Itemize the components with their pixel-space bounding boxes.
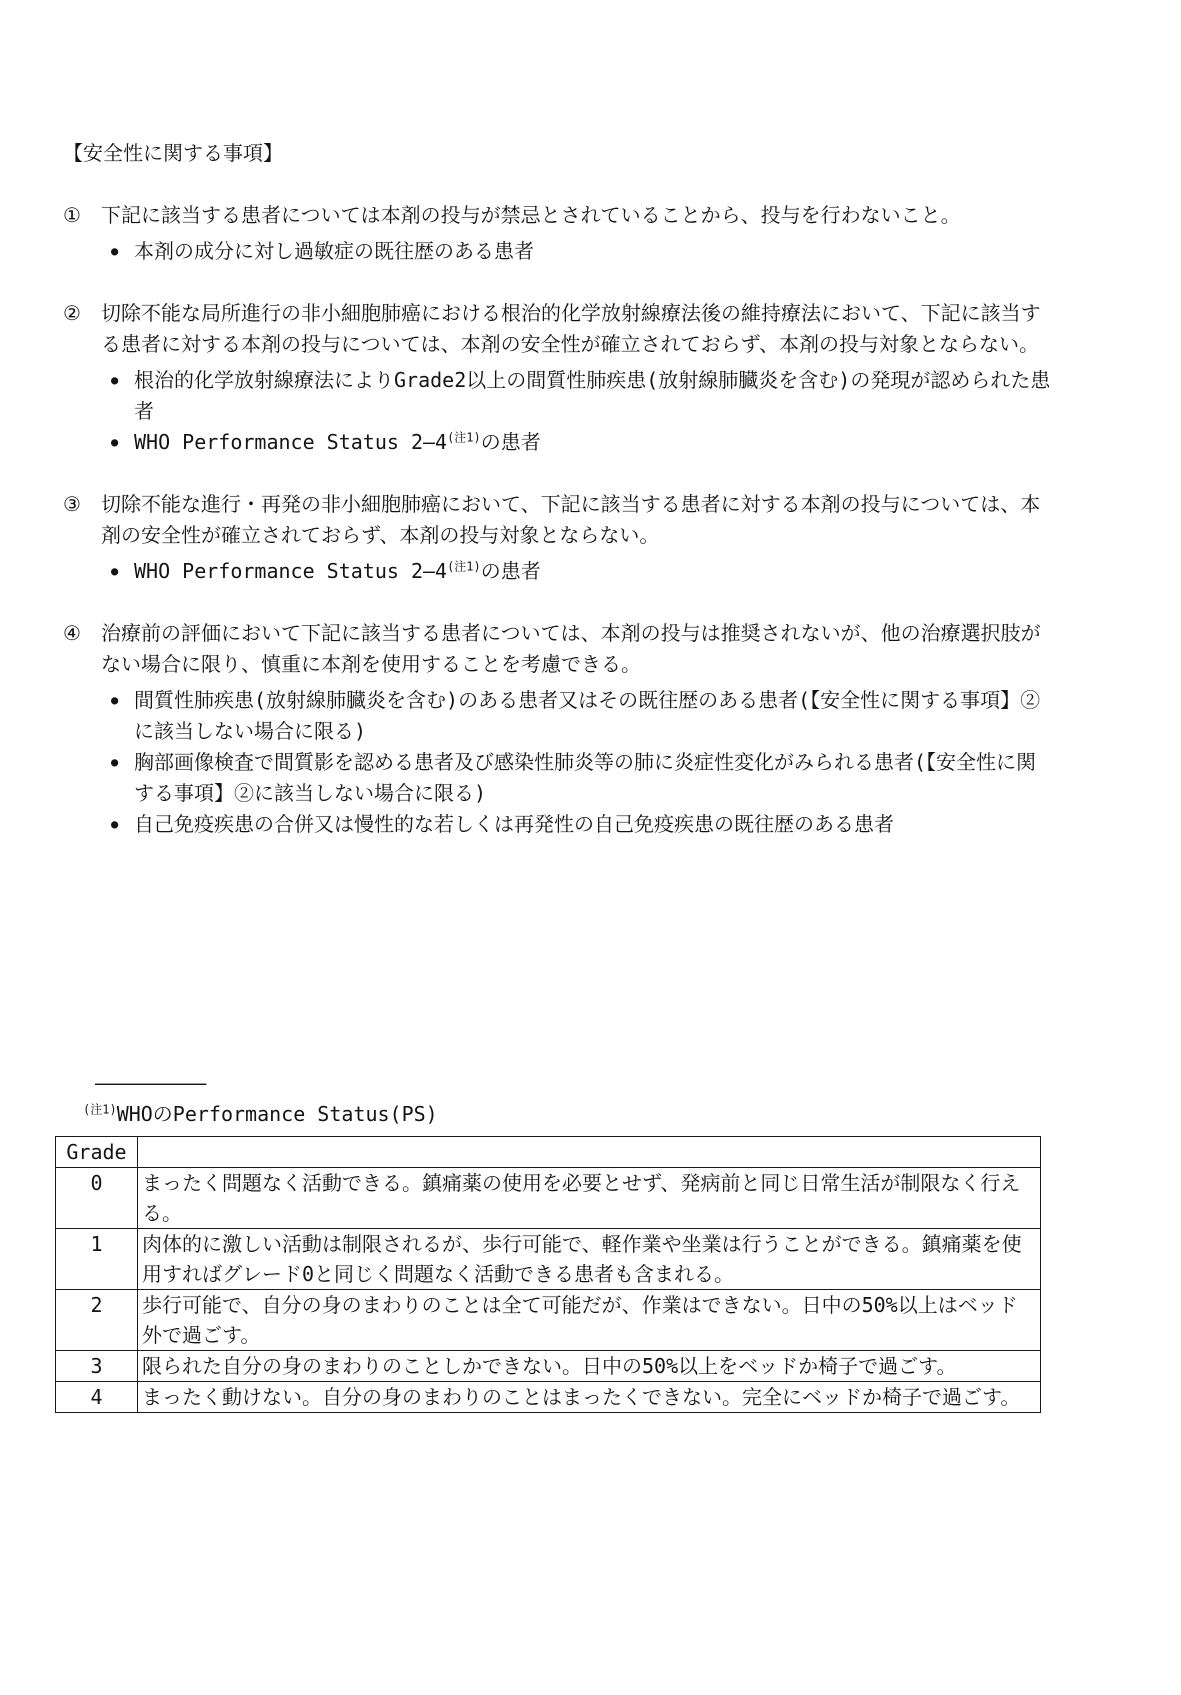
table-row bbox=[56, 1382, 1041, 1413]
table-row bbox=[56, 1229, 1041, 1290]
performance-status-table bbox=[55, 1136, 1041, 1413]
footnote-text: WHOのPerformance Status(PS) bbox=[116, 1102, 438, 1126]
footnote-marker: (注1) bbox=[83, 1102, 117, 1117]
bullet-icon: ● bbox=[111, 693, 119, 707]
list-item bbox=[101, 685, 1053, 747]
item-1 bbox=[63, 200, 1053, 267]
bullet-text-pre: WHO Performance Status 2—4 bbox=[134, 430, 448, 454]
safety-section bbox=[63, 138, 1053, 840]
list-item bbox=[101, 427, 1053, 458]
item-3-bullets bbox=[101, 556, 1053, 587]
item-3-body bbox=[101, 489, 1053, 587]
footnote-line bbox=[55, 1099, 1041, 1130]
list-item bbox=[101, 236, 1053, 267]
item-1-body bbox=[101, 200, 1053, 267]
description-cell: 歩行可能で、自分の身のまわりのことは全て可能だが、作業はできない。日中の50%以上はベッド外で過ごす。 bbox=[138, 1290, 1041, 1351]
item-4-body bbox=[101, 618, 1053, 840]
bullet-icon: ● bbox=[111, 244, 119, 258]
grade-cell: 2 bbox=[56, 1290, 138, 1351]
bullet-text: 根治的化学放射線療法によりGrade2以上の間質性肺疾患(放射線肺臓炎を含む)の発現が認められた患者 bbox=[134, 368, 1051, 423]
description-header-cell bbox=[138, 1137, 1041, 1168]
item-2 bbox=[63, 298, 1053, 458]
grade-header-cell: Grade bbox=[56, 1137, 138, 1168]
bullet-icon: ● bbox=[111, 564, 119, 578]
bullet-text bbox=[134, 427, 1053, 458]
grade-cell: 1 bbox=[56, 1229, 138, 1290]
item-2-body bbox=[101, 298, 1053, 458]
list-item bbox=[101, 809, 1053, 840]
footnote-section bbox=[55, 1068, 1041, 1413]
item-2-number: ② bbox=[63, 301, 81, 325]
grade-cell: 4 bbox=[56, 1382, 138, 1413]
note-reference: (注1) bbox=[447, 430, 481, 445]
item-4-text: 治療前の評価において下記に該当する患者については、本剤の投与は推奨されないが、他の治療選択肢がない場合に限り、慎重に本剤を使用することを考慮できる。 bbox=[101, 621, 1041, 676]
description-cell: 肉体的に激しい活動は制限されるが、歩行可能で、軽作業や坐業は行うことができる。鎮痛薬を使用すればグレード0と同じく問題なく活動できる患者も含まれる。 bbox=[138, 1229, 1041, 1290]
item-1-bullets bbox=[101, 236, 1053, 267]
item-1-number: ① bbox=[63, 203, 81, 227]
grade-cell: 0 bbox=[56, 1168, 138, 1229]
item-3-text: 切除不能な進行・再発の非小細胞肺癌において、下記に該当する患者に対する本剤の投与については、本剤の安全性が確立されておらず、本剤の投与対象とならない。 bbox=[101, 492, 1041, 547]
bullet-text: 間質性肺疾患(放射線肺臓炎を含む)のある患者又はその既往歴のある患者(【安全性に関する事項】②に該当しない場合に限る) bbox=[134, 688, 1041, 743]
grade-cell: 3 bbox=[56, 1351, 138, 1382]
item-2-bullets bbox=[101, 365, 1053, 458]
description-cell: 限られた自分の身のまわりのことしかできない。日中の50%以上をベッドか椅子で過ごす。 bbox=[138, 1351, 1041, 1382]
bullet-icon: ● bbox=[111, 755, 119, 769]
bullet-text: 本剤の成分に対し過敏症の既往歴のある患者 bbox=[134, 239, 534, 263]
bullet-text-post: の患者 bbox=[480, 430, 541, 454]
table-row bbox=[56, 1290, 1041, 1351]
note-reference: (注1) bbox=[447, 559, 481, 574]
bullet-icon: ● bbox=[111, 817, 119, 831]
list-item bbox=[101, 365, 1053, 427]
description-cell: まったく問題なく活動できる。鎮痛薬の使用を必要とせず、発病前と同じ日常生活が制限なく行える。 bbox=[138, 1168, 1041, 1229]
bullet-icon: ● bbox=[111, 373, 119, 387]
footnote-divider: ―――――――――― bbox=[95, 1071, 206, 1095]
table-row bbox=[56, 1351, 1041, 1382]
table-header-row bbox=[56, 1137, 1041, 1168]
bullet-text-post: の患者 bbox=[480, 559, 541, 583]
item-4-bullets bbox=[101, 685, 1053, 840]
item-3-number: ③ bbox=[63, 492, 81, 516]
bullet-text: 自己免疫疾患の合併又は慢性的な若しくは再発性の自己免疫疾患の既往歴のある患者 bbox=[134, 812, 894, 836]
bullet-icon: ● bbox=[111, 435, 119, 449]
table-row bbox=[56, 1168, 1041, 1229]
section-title: 【安全性に関する事項】 bbox=[63, 141, 283, 165]
item-2-text: 切除不能な局所進行の非小細胞肺癌における根治的化学放射線療法後の維持療法において、下記に該当する患者に対する本剤の投与については、本剤の安全性が確立されておらず、本剤の投与対象とならない。 bbox=[101, 301, 1041, 356]
item-4-number: ④ bbox=[63, 621, 81, 645]
bullet-text bbox=[134, 556, 1053, 587]
item-4 bbox=[63, 618, 1053, 840]
item-3 bbox=[63, 489, 1053, 587]
list-item bbox=[101, 556, 1053, 587]
bullet-text-pre: WHO Performance Status 2—4 bbox=[134, 559, 448, 583]
description-cell: まったく動けない。自分の身のまわりのことはまったくできない。完全にベッドか椅子で過ごす。 bbox=[138, 1382, 1041, 1413]
item-1-text: 下記に該当する患者については本剤の投与が禁忌とされていることから、投与を行わないこと。 bbox=[101, 203, 961, 227]
list-item bbox=[101, 747, 1053, 809]
bullet-text: 胸部画像検査で間質影を認める患者及び感染性肺炎等の肺に炎症性変化がみられる患者(【安全性に関する事項】②に該当しない場合に限る) bbox=[134, 750, 1037, 805]
